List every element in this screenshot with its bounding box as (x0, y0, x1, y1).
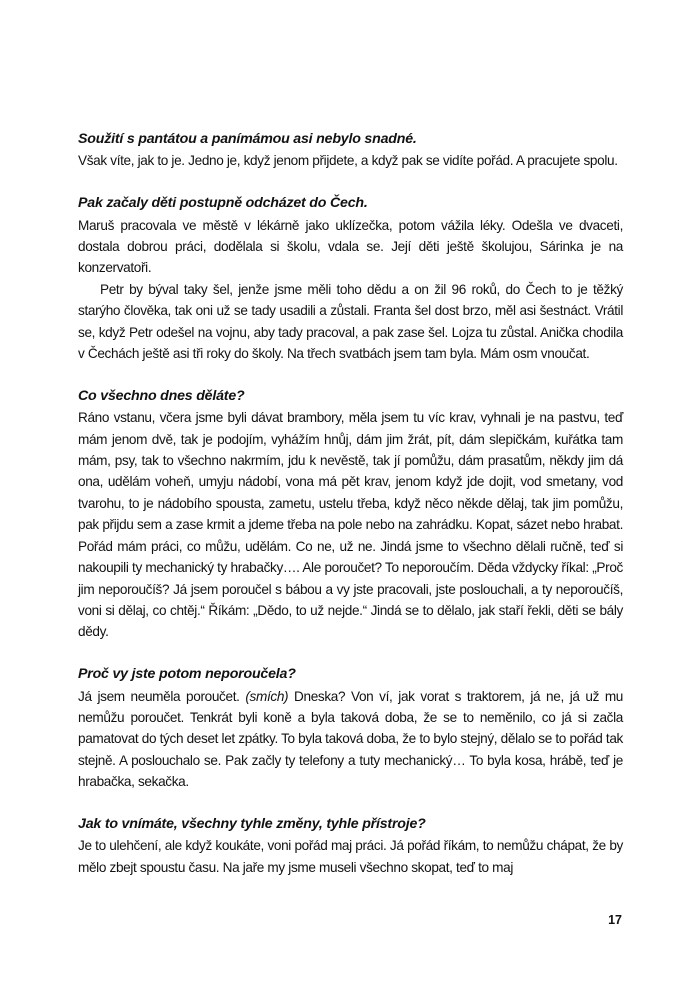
qa-section-2 (78, 193, 623, 364)
qa-section-4 (78, 664, 623, 792)
qa-section-5 (78, 814, 623, 878)
qa-section-3 (78, 386, 623, 643)
page-number: 17 (608, 913, 622, 927)
interview-text-block (78, 129, 623, 878)
interview-question: Co všechno dnes děláte? (78, 387, 245, 404)
interview-question: Soužití s pantátou a panímámou asi nebylo snadné. (78, 131, 417, 147)
interview-question: Proč vy jste potom neporoučela? (78, 666, 296, 683)
interview-answer: Petr by býval taky šel, jenže jsme měli toho dědu a on žil 96 roků, do Čech to je těžký starýho člověka, tak oni už se tady usadili a zůstali. Franta šel dost brzo, měl asi šestnáct. Vrátil se, když Petr odešel na vojnu, aby tady pracoval, a pak zase šel. Lojza tu zůstal. Anička chodila v Čechách ještě asi tři roky do školy. Na třech svatbách jsem tam byla. Mám osm vnoučat. (78, 281, 623, 362)
interview-answer: Je to ulehčení, ale když koukáte, voni pořád maj práci. Já pořád říkám, to nemůžu chápat, že by mělo zbejt spoustu času. Na jaře my jsme museli všechno skopat, teď to maj (78, 838, 623, 875)
stage-direction: (smích) (245, 688, 289, 704)
interview-answer (78, 686, 623, 793)
interview-question: Pak začaly děti postupně odcházet do Čech. (78, 195, 368, 212)
qa-section-1 (78, 129, 623, 172)
interview-answer: Ráno vstanu, včera jsme byli dávat brambory, měla jsem tu víc krav, vyhnali je na pastvu, teď mám jenom dvě, tak je podojím, vyhážím hnůj, dám jim žrát, pít, dám slepičkám, kuřátka tam mám, psy, tak to všechno nakrmím, jdu k nevěstě, tak jí pomůžu, dám prasatům, někdy jim dá ona, udělám voheň, umyju nádobí, vona má pět krav, jenom když jde dojit, vod smetany, vod tvarohu, to je nádobího spousta, zametu, ustelu třeba, když něco někde dělaj, tak jim pomůžu, pak přijdu sem a zase krmit a jdeme třeba na pole nebo na zahrádku. Kopat, sázet nebo hrabat. Pořád mám práci, co můžu, udělám. Co ne, už ne. Jindá jsme to všechno dělali ručně, teď si nakoupili ty mechanický ty hrabačky…. Ale poroučet? To neporoučím. Děda vždycky říkal: „Proč jim neporoučíš? Já jsem poroučel s bábou a vy jste pracovali, jste poslouchali, a ty neporoučíš, voni si dělaj, co chtěj.“ Říkám: „Dědo, to už nejde.“ Jindá se to dělalo, jak staří řekli, děti se bály dědy. (78, 410, 623, 640)
answer-text-before-stage-direction: Já jsem neuměla poroučet. (78, 688, 246, 704)
interview-question: Jak to vnímáte, všechny tyhle změny, tyhle přístroje? (78, 815, 426, 832)
interview-answer: Maruš pracovala ve městě v lékárně jako uklízečka, potom vážila léky. Odešla ve dvaceti, dostala dobrou práci, dodělala si školu, vdala se. Její děti ještě školujou, Sárinka je na konzervatoři. (78, 217, 623, 276)
answer-text-after-stage-direction: Dneska? Von ví, jak vorat s traktorem, já ne, já už mu nemůžu poroučet. Tenkrát byli koně a byla taková doba, že se to neměnilo, co já si začla pamatovat do tých deset let zpátky. To byla taková doba, že to bylo stejný, dělalo se to pořád tak stejně. A poslouchalo se. Pak začly ty telefony a tuty mechanický… To byla kosa, hrábě, teď je hrabačka, sekačka. (78, 688, 624, 790)
interview-answer: Však víte, jak to je. Jedno je, když jenom přijdete, a když pak se vidíte pořád. A pracujete spolu. (78, 153, 618, 169)
